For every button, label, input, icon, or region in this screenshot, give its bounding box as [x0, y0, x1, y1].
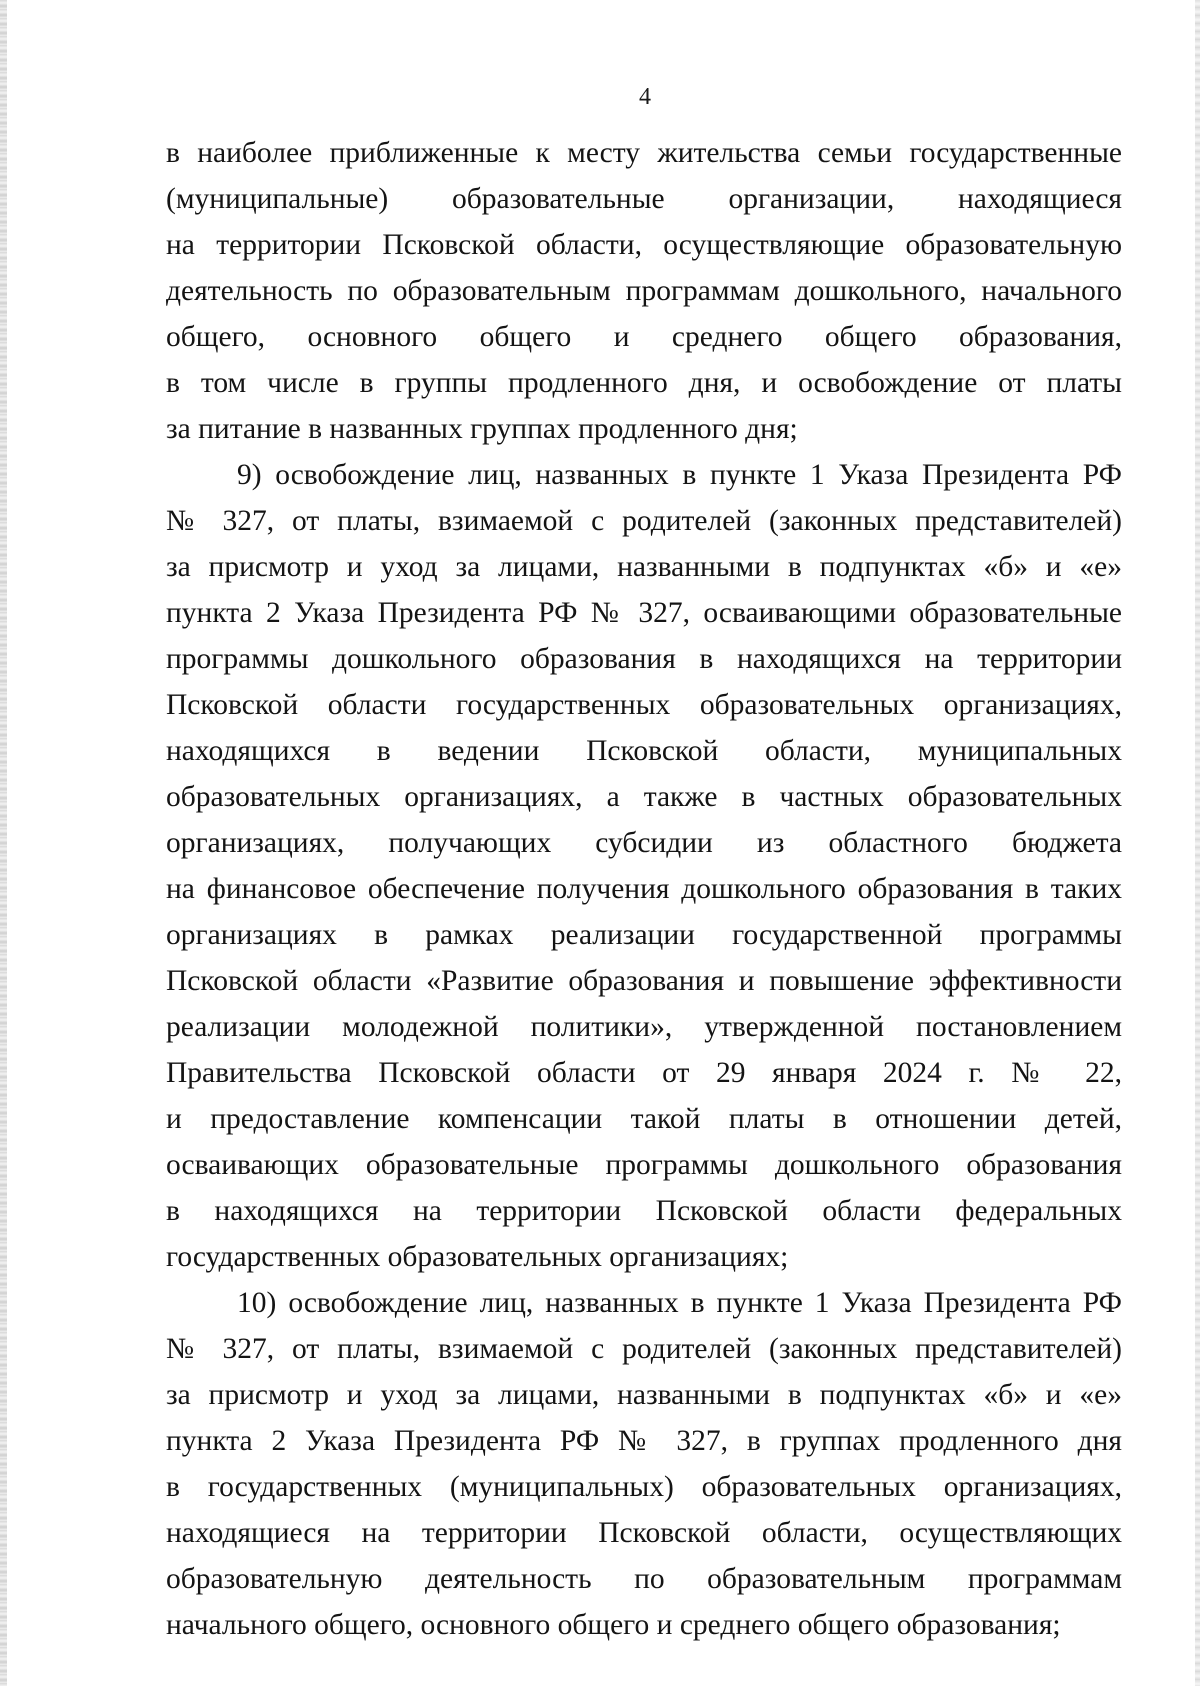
text-line: начального общего, основного общего и среднего общего образования;: [166, 1609, 1061, 1641]
text-line: Псковской области «Развитие образования и повышение эффективности: [166, 965, 1122, 997]
text-line: находящиеся на территории Псковской области, осуществляющих: [166, 1517, 1122, 1549]
text-line: 10) освобождение лиц, названных в пункте 1 Указа Президента РФ: [237, 1287, 1122, 1319]
text-line: и предоставление компенсации такой платы в отношении детей,: [166, 1103, 1122, 1135]
text-line: образовательных организациях, а также в частных образовательных: [166, 781, 1122, 813]
text-line: общего, основного общего и среднего общего образования,: [166, 321, 1122, 353]
text-line: государственных образовательных организациях;: [166, 1241, 789, 1273]
scan-edge-right: [1195, 0, 1200, 1686]
text-line: Псковской области государственных образовательных организациях,: [166, 689, 1122, 721]
text-line: находящихся в ведении Псковской области, муниципальных: [166, 735, 1122, 767]
text-line: организациях, получающих субсидии из областного бюджета: [166, 827, 1122, 859]
text-line: № 327, от платы, взимаемой с родителей (законных представителей): [166, 505, 1122, 537]
text-line: в том числе в группы продленного дня, и освобождение от платы: [166, 367, 1122, 399]
text-line: деятельность по образовательным программам дошкольного, начального: [166, 275, 1122, 307]
text-line: (муниципальные) образовательные организации, находящиеся: [166, 183, 1122, 215]
text-line: Правительства Псковской области от 29 января 2024 г. № 22,: [166, 1057, 1122, 1089]
text-line: осваивающих образовательные программы дошкольного образования: [166, 1149, 1122, 1181]
text-line: 9) освобождение лиц, названных в пункте 1 Указа Президента РФ: [237, 459, 1122, 491]
text-line: на финансовое обеспечение получения дошкольного образования в таких: [166, 873, 1122, 905]
text-line: за присмотр и уход за лицами, названными в подпунктах «б» и «е»: [166, 551, 1122, 583]
scan-edge-left: [0, 0, 7, 1686]
text-line: за питание в названных группах продленного дня;: [166, 413, 798, 445]
text-line: в государственных (муниципальных) образовательных организациях,: [166, 1471, 1122, 1503]
text-line: за присмотр и уход за лицами, названными в подпунктах «б» и «е»: [166, 1379, 1122, 1411]
text-line: в наиболее приближенные к месту жительства семьи государственные: [166, 137, 1122, 169]
text-line: на территории Псковской области, осуществляющие образовательную: [166, 229, 1122, 261]
text-line: образовательную деятельность по образовательным программам: [166, 1563, 1122, 1595]
text-line: № 327, от платы, взимаемой с родителей (законных представителей): [166, 1333, 1122, 1365]
document-body: [166, 130, 1122, 1648]
text-line: пункта 2 Указа Президента РФ № 327, в группах продленного дня: [166, 1425, 1122, 1457]
text-line: организациях в рамках реализации государственной программы: [166, 919, 1122, 951]
text-line: в находящихся на территории Псковской области федеральных: [166, 1195, 1122, 1227]
page-number: 4: [639, 84, 651, 110]
text-line: пункта 2 Указа Президента РФ № 327, осваивающими образовательные: [166, 597, 1122, 629]
text-line: реализации молодежной политики», утвержденной постановлением: [166, 1011, 1122, 1043]
text-line: программы дошкольного образования в находящихся на территории: [166, 643, 1122, 675]
